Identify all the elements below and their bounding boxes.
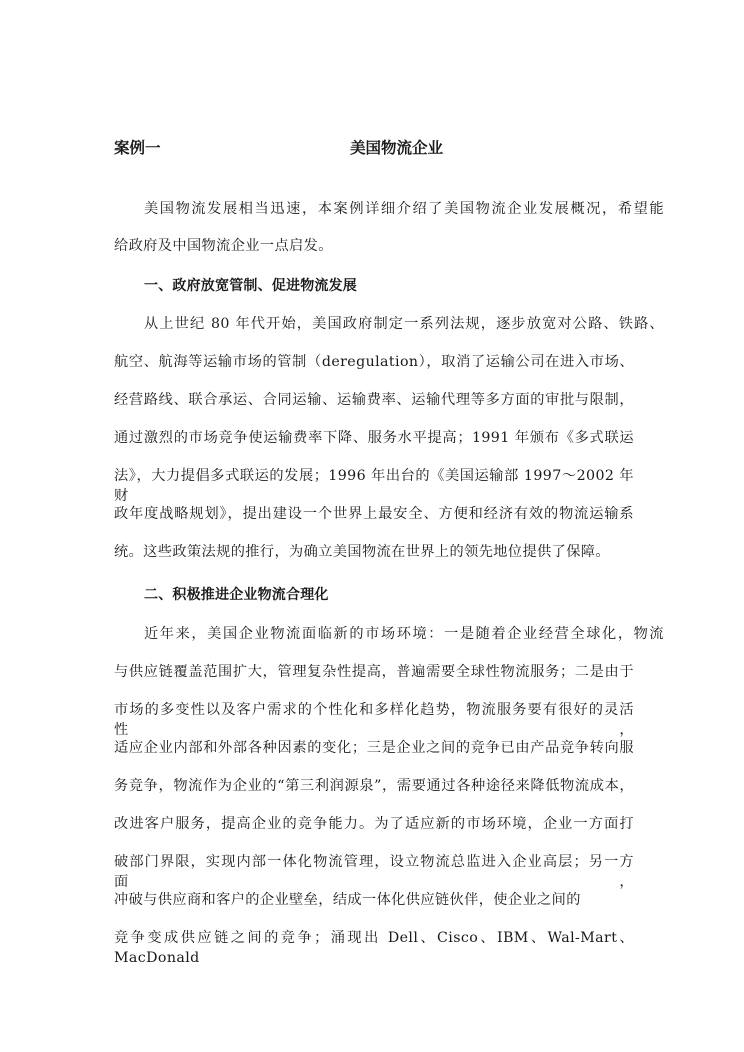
section2-line-4: 适应企业内部和外部各种因素的变化；三是企业之间的竞争已由产品竞争转向服 [114,740,634,756]
case-label: 案例一 [114,138,161,157]
section2-line-3: 市场的多变性以及客户需求的个性化和多样化趋势，物流服务要有很好的灵活性， [114,702,634,738]
section1-line-6: 政年度战略规划》，提出建设一个世界上最安全、方便和经济有效的物流运输系 [114,506,634,522]
section1-line-3: 经营路线、联合承运、合同运输、运输费率、运输代理等多方面的审批与限制， [114,392,634,408]
section1-line-7: 统。这些政策法规的推行，为确立美国物流在世界上的领先地位提供了保障。 [114,544,610,560]
section-heading-2: 二、积极推进企业物流合理化 [144,587,329,603]
section2-line-2: 与供应链覆盖范围扩大，管理复杂性提高，普遍需要全球性物流服务；二是由于 [114,664,634,680]
section1-line-2: 航空、航海等运输市场的管制（deregulation），取消了运输公司在进入市场、 [114,354,634,370]
section2-line-5: 务竞争，物流作为企业的“第三利润源泉”，需要通过各种途径来降低物流成本， [114,778,634,794]
section1-line-5: 法》，大力提倡多式联运的发展；1996 年出台的《美国运输部 1997～2002 年财 [114,468,634,504]
page-title: 美国物流企业 [350,138,444,157]
section2-line-8: 冲破与供应商和客户的企业壁垒，结成一体化供应链伙伴，使企业之间的 [114,892,581,908]
intro-line-1: 美国物流发展相当迅速，本案例详细介绍了美国物流企业发展概况，希望能 [144,201,664,217]
title-row [114,136,634,160]
section2-line-9: 竞争变成供应链之间的竞争；涌现出 Dell、Cisco、IBM、Wal-Mart、MacDonald [114,930,634,966]
section2-line-7: 破部门界限，实现内部一体化物流管理，设立物流总监进入企业高层；另一方面， [114,854,634,890]
section2-line-6: 改进客户服务，提高企业的竞争能力。为了适应新的市场环境，企业一方面打 [114,816,634,832]
section1-line-4: 通过激烈的市场竞争使运输费率下降、服务水平提高；1991 年颁布《多式联运 [114,430,634,446]
intro-line-2: 给政府及中国物流企业一点启发。 [114,238,333,254]
section1-line-1: 从上世纪 80 年代开始，美国政府制定一系列法规，逐步放宽对公路、铁路、 [144,316,664,332]
section-heading-1: 一、政府放宽管制、促进物流发展 [144,278,357,294]
section2-line-1: 近年来，美国企业物流面临新的市场环境：一是随着企业经营全球化，物流 [144,626,664,642]
